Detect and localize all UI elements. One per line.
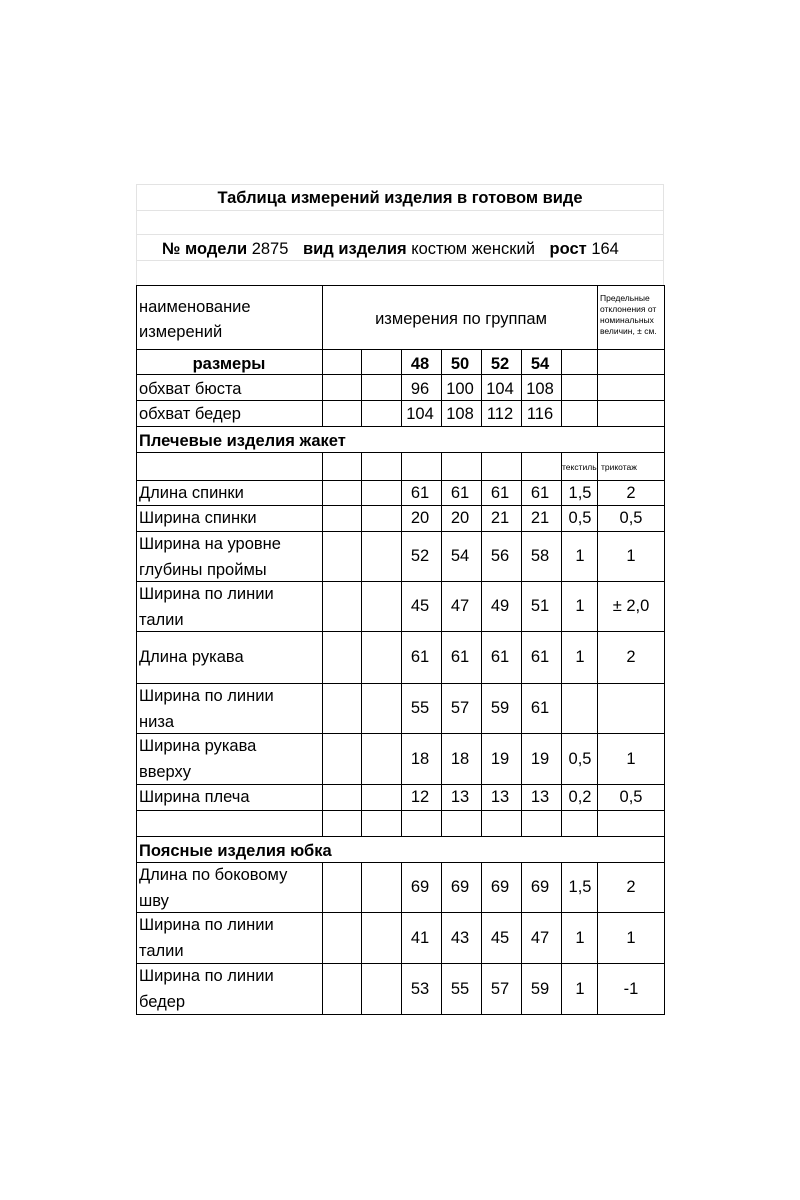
- bust-label: обхват бюста: [139, 380, 242, 398]
- jacket-row-value: 54: [450, 547, 470, 565]
- hips-label: обхват бедер: [139, 405, 241, 423]
- size-48: 48: [410, 355, 430, 373]
- jacket-row-value: 61: [490, 483, 510, 502]
- type-value: костюм женский: [411, 240, 535, 258]
- hips-48: 104: [406, 405, 434, 423]
- table-border: [136, 836, 665, 837]
- size-54: 54: [530, 355, 550, 373]
- jacket-row-value: 18: [410, 749, 430, 768]
- jacket-row-tolerance-knit: ± 2,0: [612, 597, 650, 615]
- skirt-row-value: 55: [450, 979, 470, 998]
- jacket-row-label-line2: низа: [139, 713, 175, 731]
- skirt-row-value: 43: [450, 928, 470, 947]
- skirt-row-value: 69: [490, 878, 510, 896]
- table-border: [136, 285, 665, 286]
- table-border: [521, 452, 522, 836]
- table-border: [481, 452, 482, 836]
- jacket-row-tolerance-textile: 1: [575, 547, 585, 565]
- table-border: [136, 285, 137, 1015]
- gridline: [136, 184, 664, 185]
- jacket-row-label-line1: Ширина на уровне: [139, 535, 281, 553]
- table-border: [481, 349, 482, 426]
- type-label: вид изделия: [303, 240, 407, 258]
- jacket-row-tolerance-knit: 0,5: [619, 509, 643, 527]
- table-border: [401, 452, 402, 836]
- skirt-row-value: 69: [450, 878, 470, 896]
- jacket-row-label: Длина рукава: [139, 648, 244, 666]
- jacket-row-value: 57: [450, 699, 470, 717]
- gridline: [136, 184, 137, 286]
- table-border: [521, 862, 522, 1014]
- gridline: [136, 260, 664, 261]
- jacket-row-value: 51: [530, 597, 550, 615]
- jacket-row-value: 21: [490, 509, 510, 527]
- name-column-header-line1: наименование: [139, 298, 251, 316]
- jacket-row-label: Ширина спинки: [139, 509, 257, 527]
- jacket-row-tolerance-knit: 1: [626, 749, 636, 768]
- table-border: [361, 862, 362, 1014]
- skirt-row-label-line1: Ширина по линии: [139, 967, 274, 985]
- jacket-row-value: 13: [450, 788, 470, 806]
- table-border: [401, 862, 402, 1014]
- jacket-row-label-line2: глубины проймы: [139, 561, 267, 579]
- skirt-row-value: 69: [530, 878, 550, 896]
- jacket-row-value: 45: [410, 597, 430, 615]
- sizes-label: размеры: [192, 355, 266, 373]
- skirt-section-title: Поясные изделия юбка: [139, 842, 332, 860]
- model-line: [162, 240, 619, 258]
- jacket-row-value: 61: [530, 648, 550, 666]
- skirt-row-tolerance-textile: 1: [575, 979, 585, 998]
- size-52: 52: [490, 355, 510, 373]
- jacket-row-tolerance-textile: 1: [575, 648, 585, 666]
- skirt-row-tolerance-textile: 1,5: [568, 878, 592, 896]
- bust-48: 96: [410, 380, 430, 398]
- jacket-row-tolerance-textile: 0,5: [568, 749, 592, 768]
- table-border: [664, 285, 665, 1015]
- jacket-row-value: 59: [490, 699, 510, 717]
- height-value: 164: [591, 240, 619, 258]
- jacket-row-value: 49: [490, 597, 510, 615]
- name-column-header-line2: измерений: [139, 323, 223, 341]
- gridline: [136, 210, 664, 211]
- skirt-row-label-line2: шву: [139, 892, 169, 910]
- skirt-row-value: 45: [490, 928, 510, 947]
- table-border: [136, 1014, 665, 1015]
- jacket-row-tolerance-textile: 1,5: [568, 483, 592, 502]
- jacket-row-label-line2: вверху: [139, 763, 192, 781]
- table-border: [561, 452, 562, 836]
- skirt-row-value: 59: [530, 979, 550, 998]
- table-border: [521, 349, 522, 426]
- jacket-row-value: 47: [450, 597, 470, 615]
- skirt-row-label-line1: Ширина по линии: [139, 916, 274, 934]
- size-50: 50: [450, 355, 470, 373]
- skirt-row-tolerance-knit: 1: [626, 928, 636, 947]
- jacket-row-value: 61: [410, 648, 430, 666]
- jacket-row-value: 61: [450, 483, 470, 502]
- table-border: [322, 285, 323, 349]
- jacket-row-label-line1: Ширина по линии: [139, 687, 274, 705]
- jacket-row-value: 61: [450, 648, 470, 666]
- jacket-row-tolerance-knit: 0,5: [619, 788, 643, 806]
- table-border: [481, 862, 482, 1014]
- jacket-row-label-line1: Ширина рукава: [139, 737, 257, 755]
- jacket-row-value: 55: [410, 699, 430, 717]
- table-border: [441, 349, 442, 426]
- jacket-row-value: 13: [490, 788, 510, 806]
- skirt-row-tolerance-textile: 1: [575, 928, 585, 947]
- model-value: 2875: [251, 240, 289, 258]
- model-label: № модели: [162, 240, 248, 258]
- table-border: [322, 862, 323, 1014]
- jacket-row-value: 19: [530, 749, 550, 768]
- jacket-row-tolerance-knit: 1: [626, 547, 636, 565]
- jacket-row-tolerance-knit: 2: [626, 483, 636, 502]
- table-border: [361, 452, 362, 836]
- jacket-row-value: 12: [410, 788, 430, 806]
- jacket-row-tolerance-textile: 0,5: [568, 509, 592, 527]
- skirt-row-value: 57: [490, 979, 510, 998]
- table-border: [597, 862, 598, 1014]
- jacket-row-tolerance-textile: 0,2: [568, 788, 592, 806]
- table-border: [561, 349, 562, 426]
- table-border: [401, 349, 402, 426]
- gridline: [663, 184, 664, 286]
- skirt-row-tolerance-knit: -1: [623, 979, 639, 998]
- jacket-row-label: Ширина плеча: [139, 788, 250, 806]
- table-border: [441, 862, 442, 1014]
- skirt-row-value: 47: [530, 928, 550, 947]
- jacket-row-label: Длина спинки: [139, 483, 244, 502]
- hips-50: 108: [446, 405, 474, 423]
- table-border: [322, 452, 323, 836]
- table-border: [597, 349, 598, 426]
- skirt-row-value: 53: [410, 979, 430, 998]
- table-border: [136, 426, 665, 427]
- jacket-row-tolerance-knit: 2: [626, 648, 636, 666]
- jacket-row-value: 61: [530, 699, 550, 717]
- hips-54: 116: [526, 405, 554, 423]
- jacket-row-value: 58: [530, 547, 550, 565]
- jacket-row-value: 20: [410, 509, 430, 527]
- gridline: [136, 234, 664, 235]
- jacket-row-label-line2: талии: [139, 611, 184, 629]
- jacket-row-tolerance-textile: 1: [575, 597, 585, 615]
- hips-52: 112: [486, 405, 514, 423]
- jacket-row-value: 61: [490, 648, 510, 666]
- jacket-row-value: 18: [450, 749, 470, 768]
- groups-header: измерения по группам: [375, 310, 547, 328]
- skirt-row-label-line1: Длина по боковому: [139, 866, 288, 884]
- skirt-row-value: 69: [410, 878, 430, 896]
- jacket-section-title: Плечевые изделия жакет: [139, 432, 346, 450]
- bust-54: 108: [526, 380, 554, 398]
- table-border: [597, 285, 598, 349]
- jacket-row-value: 21: [530, 509, 550, 527]
- table-border: [597, 452, 598, 836]
- table-border: [361, 349, 362, 426]
- jacket-row-value: 61: [410, 483, 430, 502]
- jacket-row-label-line1: Ширина по линии: [139, 585, 274, 603]
- tolerance-note: Предельные отклонения от номинальных величин, ± см.: [600, 293, 657, 336]
- jacket-row-value: 56: [490, 547, 510, 565]
- bust-52: 104: [486, 380, 514, 398]
- jacket-row-value: 19: [490, 749, 510, 768]
- table-border: [322, 349, 323, 426]
- jacket-row-value: 13: [530, 788, 550, 806]
- jacket-row-value: 52: [410, 547, 430, 565]
- page-title: Таблица измерений изделия в готовом виде: [217, 189, 583, 207]
- jacket-row-value: 20: [450, 509, 470, 527]
- height-label: рост: [549, 240, 587, 258]
- jacket-row-value: 61: [530, 483, 550, 502]
- bust-50: 100: [446, 380, 474, 398]
- skirt-row-tolerance-knit: 2: [626, 878, 636, 896]
- table-border: [561, 862, 562, 1014]
- tolerance-textile-label: текстиль: [562, 462, 597, 472]
- tolerance-knit-label: трикотаж: [601, 462, 637, 472]
- table-border: [441, 452, 442, 836]
- skirt-row-label-line2: талии: [139, 942, 184, 960]
- skirt-row-label-line2: бедер: [139, 993, 186, 1011]
- skirt-row-value: 41: [410, 928, 430, 947]
